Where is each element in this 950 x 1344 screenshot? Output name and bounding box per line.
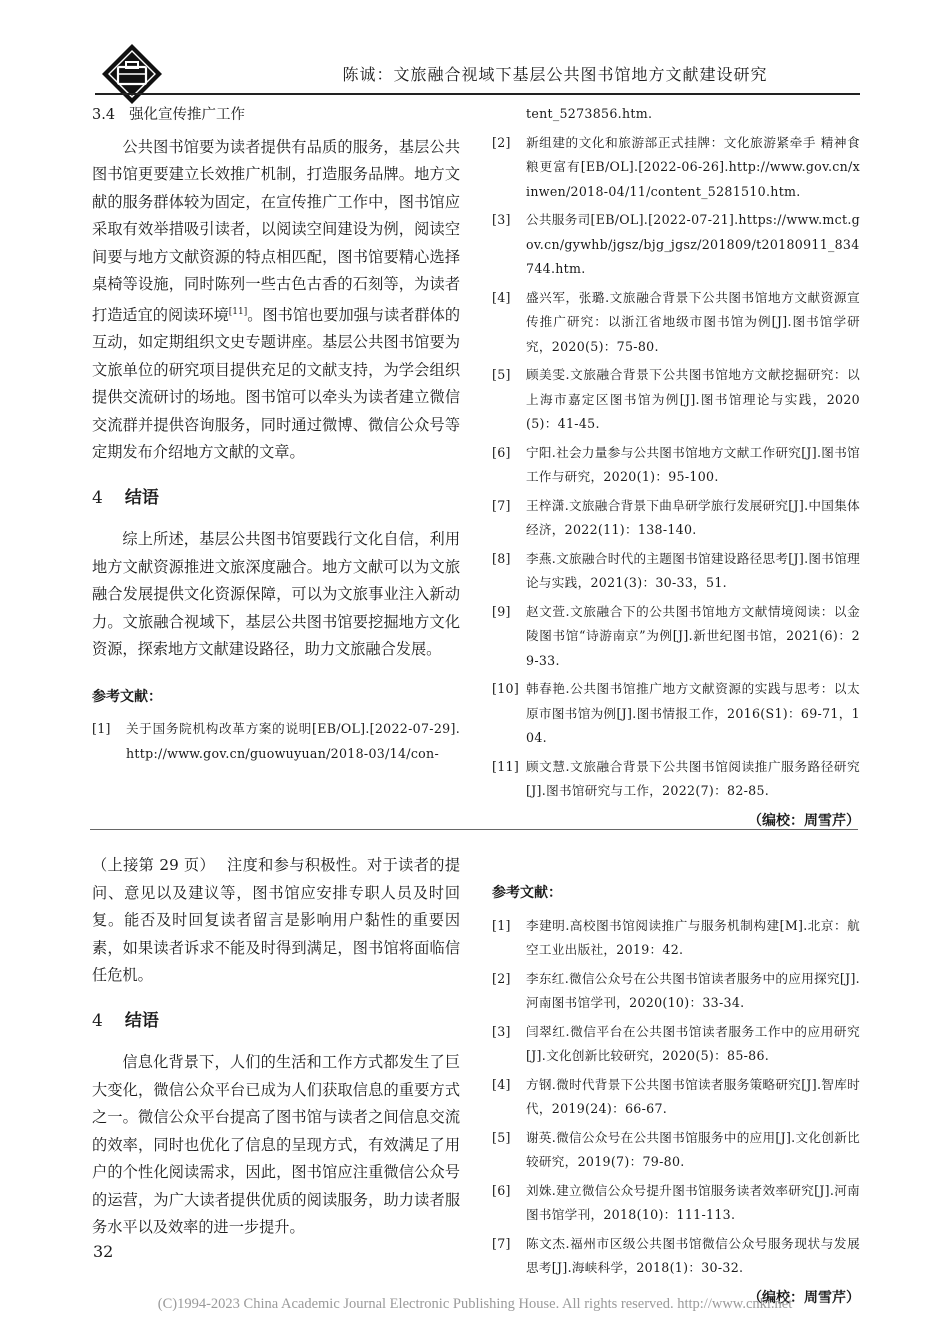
reference-text: 陈文杰.福州市区级公共图书馆微信公众号服务现状与发展思考[J].海峡科学，2018(1)：30-32. [526, 1235, 860, 1275]
reference-number: [4] [492, 289, 511, 305]
reference-text: 公共服务司[EB/OL].[2022-07-21].https://www.mct.gov.cn/gywhb/jgsz/bjg_jgsz/201809/t20180911_834744.htm. [526, 212, 860, 276]
reference-text: 王梓潇.文旅融合背景下曲阜研学旅行发展研究[J].中国集体经济，2022(11)：138-140. [526, 497, 860, 537]
journal-logo-icon [100, 42, 164, 106]
reference-item [492, 363, 860, 437]
reference-number: [5] [492, 367, 511, 382]
reference-number: [1] [92, 721, 111, 737]
reference-text: 赵文萱.文旅融合下的公共图书馆地方文献情境阅读：以金陵图书馆“诗游南京”为例[J].新世纪图书馆，2021(6)：29-33. [526, 603, 860, 668]
section-number: 4 [92, 1010, 103, 1031]
reference-number: [7] [492, 1235, 511, 1251]
reference-item [492, 494, 860, 543]
reference-text: 李建明.高校图书馆阅读推广与服务机制构建[M].北京：航空工业出版社，2019：42. [526, 917, 860, 957]
section-title: 结语 [124, 487, 159, 508]
reference-item [492, 967, 860, 1016]
body-paragraph [92, 134, 460, 467]
reference-item [492, 286, 860, 360]
header-rule [95, 93, 860, 95]
reference-text: 闫翠红.微信平台在公共图书馆读者服务工作中的应用研究[J].文化创新比较研究，2020(5)：85-86. [526, 1023, 860, 1063]
section-title: 结语 [124, 1010, 159, 1031]
section-heading-4 [92, 485, 460, 513]
reference-item [492, 131, 860, 205]
reference-item [492, 1126, 860, 1175]
reference-item [492, 1179, 860, 1228]
conclusion-paragraph: 信息化背景下，人们的生活和工作方式都发生了巨大变化，微信公众平台已成为人们获取信息的重要方式之一。微信公众平台提高了图书馆与读者之间信息交流的效率，同时也优化了信息的呈现方式，有效满足了用户的个性化阅读需求，因此，图书馆应注重微信公众号的运营，为广大读者提供优质的阅读服务，助力读者服务水平以及效率的进一步提升。 [92, 1053, 460, 1236]
reference-number: [3] [492, 1023, 511, 1039]
reference-item [492, 600, 860, 674]
reference-number: [4] [492, 1076, 511, 1092]
reference-item [492, 1020, 860, 1069]
reference-text: 顾美雯.文旅融合背景下公共图书馆地方文献挖掘研究：以上海市嘉定区图书馆为例[J].图书馆理论与实践，2020(5)：41-45. [526, 367, 860, 431]
reference-number: [9] [492, 603, 511, 619]
reference-item [492, 1232, 860, 1281]
reference-text: tent_5273856.htm. [526, 106, 653, 121]
reference-text: 韩春艳.公共图书馆推广地方文献资源的实践与思考：以太原市图书馆为例[J].图书情报工作，2016(S1)：69-71，104. [526, 681, 860, 745]
reference-text: 宁阳.社会力量参与公共图书馆地方文献工作研究[J].图书馆工作与研究，2020(1)：95-100. [526, 444, 860, 484]
conclusion-paragraph: 综上所述，基层公共图书馆要践行文化自信，利用地方文献资源推进文旅深度融合。地方文献可以为文旅融合发展提供文化资源保障，可以为文旅事业注入新动力。文旅融合视域下，基层公共图书馆要挖掘地方文化资源，探索地方文献建设路径，助力文旅融合发展。 [92, 530, 460, 659]
reference-list [492, 131, 860, 804]
reference-number: [3] [492, 212, 511, 227]
top-left-column [92, 102, 460, 770]
reference-item [492, 547, 860, 596]
reference-continuation [492, 102, 860, 127]
page-number: 32 [93, 1242, 114, 1261]
section-title: 强化宣传推广工作 [129, 107, 246, 123]
reference-number: [2] [492, 134, 511, 150]
reference-number: [6] [492, 1182, 511, 1198]
section-heading-3-4 [92, 102, 460, 130]
editor-credit: （编校：周雪芹） [748, 812, 860, 829]
reference-item [492, 755, 860, 804]
citation-marker: [11] [228, 306, 248, 317]
reference-item [492, 208, 860, 282]
reference-number: [5] [492, 1129, 511, 1145]
references-heading: 参考文献： [492, 885, 562, 901]
reference-text: 方钢.微时代背景下公共图书馆读者服务策略研究[J].智库时代，2019(24)：66-67. [526, 1076, 860, 1116]
reference-text: 刘姝.建立微信公众号提升图书馆服务读者效率研究[J].河南图书馆学刊，2018(10)：111-113. [526, 1182, 860, 1222]
reference-number: [7] [492, 497, 511, 513]
reference-item [492, 914, 860, 963]
paragraph-text: 公共图书馆要为读者提供有品质的服务，基层公共图书馆更要建立长效推广机制，打造服务品牌。地方文献的服务群体较为固定，在宣传推广工作中，图书馆应采取有效举措吸引读者，以阅读空间建设为例，阅读空间要与地方文献资源的特点相匹配，图书馆要精心选择桌椅等设施，同时陈列一些古色古香的石刻等，为读者打造适宜的阅读环境 [92, 137, 460, 324]
reference-number: [11] [492, 758, 520, 774]
reference-list [492, 914, 860, 1281]
reference-item [492, 441, 860, 490]
reference-text: 关于国务院机构改革方案的说明[EB/OL].[2022-07-29].http://www.gov.cn/guowuyuan/2018-03/14/con- [126, 721, 460, 761]
reference-number: [10] [492, 681, 520, 696]
copyright-footer: (C)1994-2023 China Academic Journal Electronic Publishing House. All rights reserved. http://www.cnki.net [157, 1296, 793, 1312]
reference-item [92, 717, 460, 766]
reference-number: [6] [492, 444, 511, 460]
article-divider [90, 829, 858, 830]
continued-paragraph [92, 852, 460, 990]
reference-number: [2] [492, 970, 511, 986]
section-number: 3.4 [92, 107, 116, 123]
section-number: 4 [92, 487, 103, 508]
reference-number: [8] [492, 550, 511, 566]
bottom-right-column [492, 880, 860, 1312]
section-heading-4 [92, 1008, 460, 1036]
references-heading: 参考文献： [92, 688, 162, 705]
reference-text: 李燕.文旅融合时代的主题图书馆建设路径思考[J].图书馆理论与实践，2021(3)：30-33，51. [526, 550, 860, 590]
reference-text: 新组建的文化和旅游部正式挂牌：文化旅游紧牵手 精神食粮更富有[EB/OL].[2022-06-26].http://www.gov.cn/xinwen/2018-04/11/content_5281510.htm. [526, 134, 860, 199]
running-header-title: 陈诚：文旅融合视域下基层公共图书馆地方文献建设研究 [342, 65, 768, 84]
bottom-left-column [92, 852, 460, 1242]
reference-number: [1] [492, 917, 511, 933]
reference-text: 谢英.微信公众号在公共图书馆服务中的应用[J].文化创新比较研究，2019(7)：79-80. [526, 1129, 860, 1169]
paragraph-text: 注度和参与积极性。对于读者的提问、意见以及建议等，图书馆应安排专职人员及时回复。能否及时回复读者留言是影响用户黏性的重要因素，如果读者诉求不能及时得到满足，图书馆将面临信任危机。 [92, 856, 460, 984]
reference-item [492, 1073, 860, 1122]
editor-credit: （编校：周雪芹） [748, 1289, 860, 1306]
paragraph-text-tail: 。图书馆也要加强与读者群体的互动，如定期组织文史专题讲座。基层公共图书馆要为文旅单位的研究项目提供充足的文献支持，为学会组织提供交流研讨的场地。图书馆可以牵头为读者建立微信交流群并提供咨询服务，同时通过微博、微信公众号等定期发布介绍地方文献的文章。 [92, 305, 461, 462]
reference-text: 李东红.微信公众号在公共图书馆读者服务中的应用探究[J].河南图书馆学刊，2020(10)：33-34. [526, 970, 860, 1010]
reference-item [492, 677, 860, 751]
continued-from-label: （上接第 29 页） [92, 856, 216, 874]
reference-text: 顾文慧.文旅融合背景下公共图书馆阅读推广服务路径研究[J].图书馆研究与工作，2022(7)：82-85. [526, 758, 860, 798]
reference-text: 盛兴军，张璐.文旅融合背景下公共图书馆地方文献资源宣传推广研究：以浙江省地级市图书馆为例[J].图书馆学研究，2020(5)：75-80. [526, 289, 860, 354]
top-right-column [492, 102, 860, 835]
